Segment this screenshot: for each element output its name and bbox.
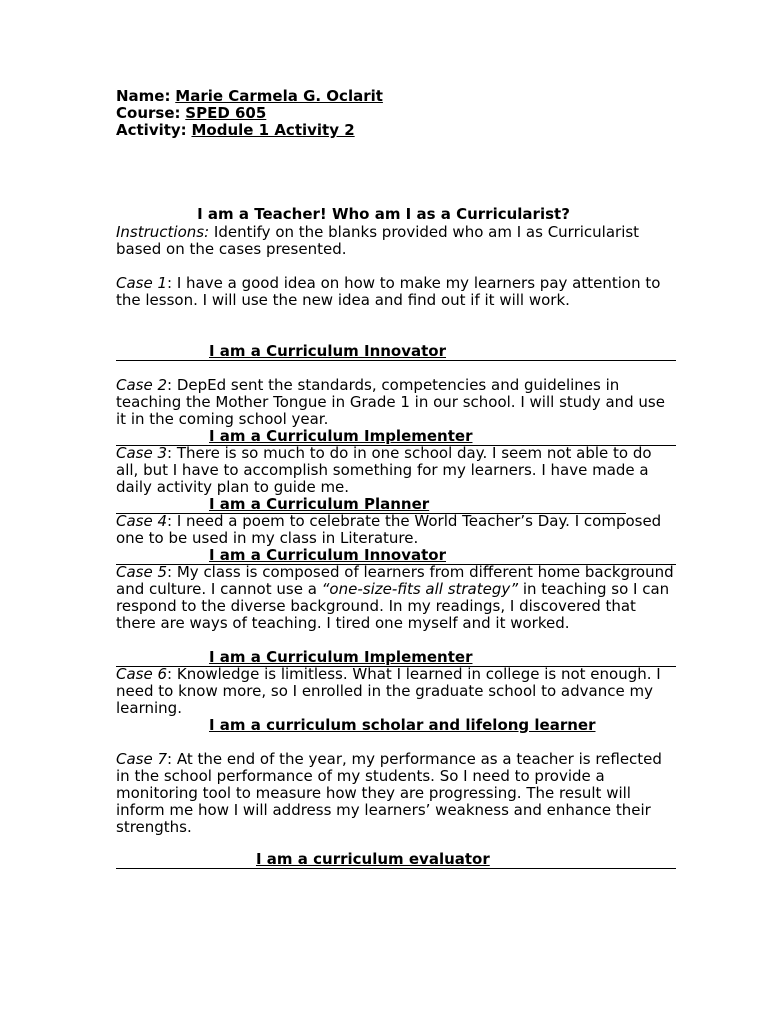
page-title: I am a Teacher! Who am I as a Curricularist?: [197, 205, 570, 223]
case-4-answer: I am a Curriculum Innovator: [116, 547, 676, 565]
case-2-text: Case 2: DepEd sent the standards, competencies and guidelines in teaching the Mother Tongue in Grade 1 in our school. I will study and use it in the coming school year.: [116, 376, 665, 428]
case-4-text: Case 4: I need a poem to celebrate the World Teacher’s Day. I composed one to be used in my class in Literature.: [116, 512, 662, 547]
case-1-answer: I am a Curriculum Innovator: [116, 343, 676, 361]
name-line: Name: Marie Carmela G. Oclarit: [116, 87, 383, 105]
case-6-answer: I am a curriculum scholar and lifelong learner: [209, 716, 596, 734]
activity-name: Module 1 Activity 2: [191, 121, 355, 139]
case-3-text: Case 3: There is so much to do in one school day. I seem not able to do all, but I have to accomplish something for my learners. I have made a daily activity plan to guide me.: [116, 444, 652, 496]
case-1-text: Case 1: I have a good idea on how to make my learners pay attention to the lesson. I will use the new idea and find out if it will work.: [116, 274, 661, 309]
document-page: [116, 87, 676, 868]
case-5-answer: I am a Curriculum Implementer: [116, 649, 676, 667]
case-6-text: Case 6: Knowledge is limitless. What I learned in college is not enough. I need to know more, so I enrolled in the graduate school to advance my learning.: [116, 665, 661, 717]
instructions: Instructions: Identify on the blanks provided who am I as Curricularist based on the cases presented.: [116, 223, 640, 258]
case-7-answer: I am a curriculum evaluator: [116, 851, 676, 869]
activity-line: Activity: Module 1 Activity 2: [116, 121, 355, 139]
course-line: Course: SPED 605: [116, 104, 267, 122]
case-2-answer: I am a Curriculum Implementer: [116, 428, 676, 446]
case-5-text: Case 5: My class is composed of learners from different home background and culture. I cannot use a “one-size-fits all strategy” in teaching so I can respond to the diverse background. In my readings, I discovered that there are ways of teaching. I tired one myself and it worked.: [116, 563, 674, 632]
course-code: SPED 605: [185, 104, 267, 122]
case-3-answer: I am a Curriculum Planner: [116, 496, 626, 514]
header-block: [116, 88, 676, 139]
case-7-text: Case 7: At the end of the year, my performance as a teacher is reflected in the school performance of my students. So I need to provide a monitoring tool to measure how they are progressing. The result will inform me how I will address my learners’ weakness and enhance their strengths.: [116, 750, 662, 836]
student-name: Marie Carmela G. Oclarit: [175, 87, 383, 105]
